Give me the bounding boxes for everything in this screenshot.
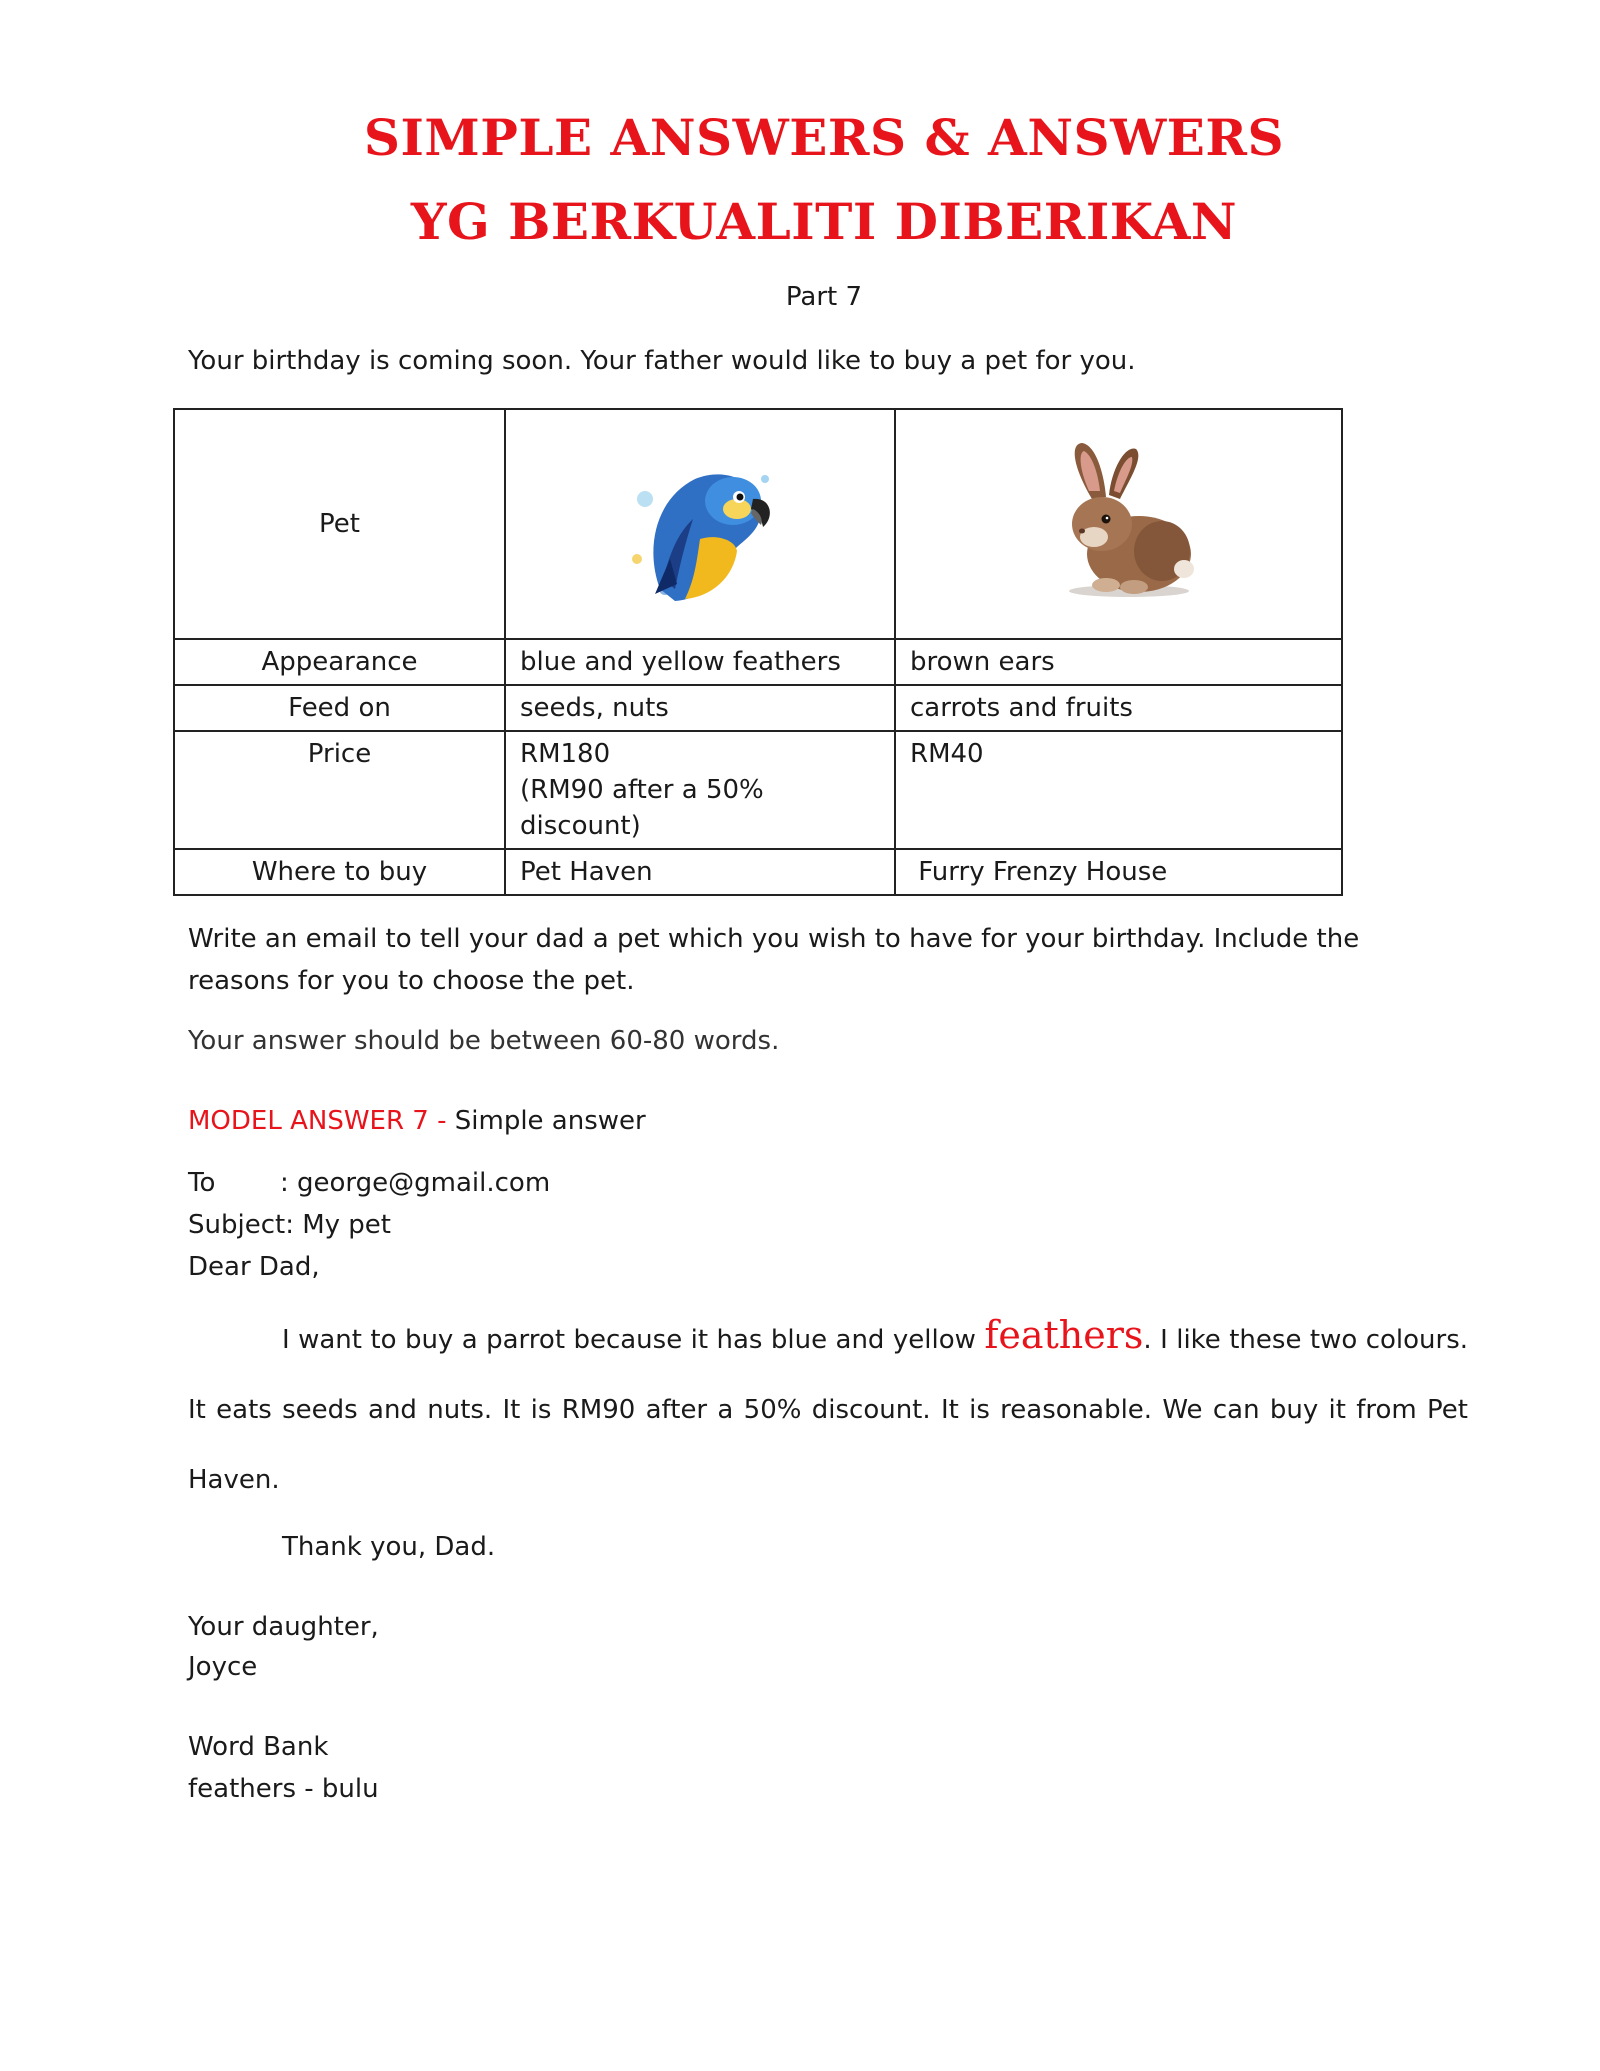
- table-cell: [895, 409, 1342, 639]
- model-answer-label: MODEL ANSWER 7: [188, 1106, 429, 1136]
- email-closing: Your daughter,: [188, 1612, 379, 1642]
- model-answer-heading: [188, 1104, 646, 1138]
- email-to-label: To: [188, 1168, 216, 1198]
- task-line-2: reasons for you to choose the pet.: [188, 966, 635, 996]
- price-value: RM40: [910, 739, 984, 769]
- table-cell: seeds, nuts: [505, 685, 895, 731]
- table-cell: [505, 409, 895, 639]
- email-subject: Subject: My pet: [188, 1210, 391, 1240]
- intro-text: Your birthday is coming soon. Your father would like to buy a pet for you.: [188, 346, 1136, 376]
- pet-header-label: Pet: [319, 509, 360, 539]
- table-row: [174, 409, 1342, 639]
- table-row: [174, 639, 1342, 685]
- table-cell: Where to buy: [174, 849, 505, 895]
- email-to-value: : george@gmail.com: [280, 1168, 551, 1198]
- email-to-line: [188, 1166, 550, 1200]
- email-signature-name: Joyce: [188, 1652, 258, 1682]
- email-body: [188, 1300, 1468, 1515]
- table-cell: carrots and fruits: [895, 685, 1342, 731]
- pet-comparison-table: [173, 408, 1343, 896]
- price-value: RM180: [520, 739, 611, 769]
- table-cell: brown ears: [895, 639, 1342, 685]
- task-line-1: Write an email to tell your dad a pet which you wish to have for your birthday. Include the: [188, 924, 1360, 954]
- word-limit-note: Your answer should be between 60-80 words.: [188, 1026, 780, 1056]
- table-cell: [895, 731, 1342, 849]
- price-discount-note: (RM90 after a 50% discount): [520, 775, 764, 841]
- model-answer-type: Simple answer: [454, 1106, 646, 1136]
- table-row: [174, 849, 1342, 895]
- table-cell: [174, 409, 505, 639]
- part-label: Part 7: [785, 282, 863, 312]
- model-answer-dash: -: [428, 1106, 455, 1136]
- email-thanks: Thank you, Dad.: [282, 1532, 496, 1562]
- word-bank-title: Word Bank: [188, 1732, 329, 1762]
- page-title-line1: SIMPLE ANSWERS & ANSWERS: [363, 108, 1285, 167]
- table-cell: [505, 731, 895, 849]
- table-cell: Pet Haven: [505, 849, 895, 895]
- table-cell: Furry Frenzy House: [895, 849, 1342, 895]
- table-cell: blue and yellow feathers: [505, 639, 895, 685]
- table-row: [174, 731, 1342, 849]
- email-greeting: Dear Dad,: [188, 1252, 320, 1282]
- table-cell: Appearance: [174, 639, 505, 685]
- email-body-part1: I want to buy a parrot because it has blue and yellow: [282, 1325, 985, 1355]
- parrot-illustration: [615, 439, 785, 609]
- table-cell: Price: [174, 731, 505, 849]
- word-bank-entry: feathers - bulu: [188, 1774, 379, 1804]
- task-instructions: [188, 918, 1468, 1002]
- table-row: [174, 685, 1342, 731]
- highlighted-word: feathers: [984, 1313, 1144, 1357]
- table-cell: Feed on: [174, 685, 505, 731]
- rabbit-illustration: [1034, 439, 1204, 609]
- page-title-line2: YG BERKUALITI DIBERIKAN: [410, 192, 1238, 251]
- email-body-part2: . I like these two colours. It eats seeds and nuts. It is RM90 after a 50% discount. It is reasonable. We can buy it from Pet Haven.: [188, 1325, 1468, 1495]
